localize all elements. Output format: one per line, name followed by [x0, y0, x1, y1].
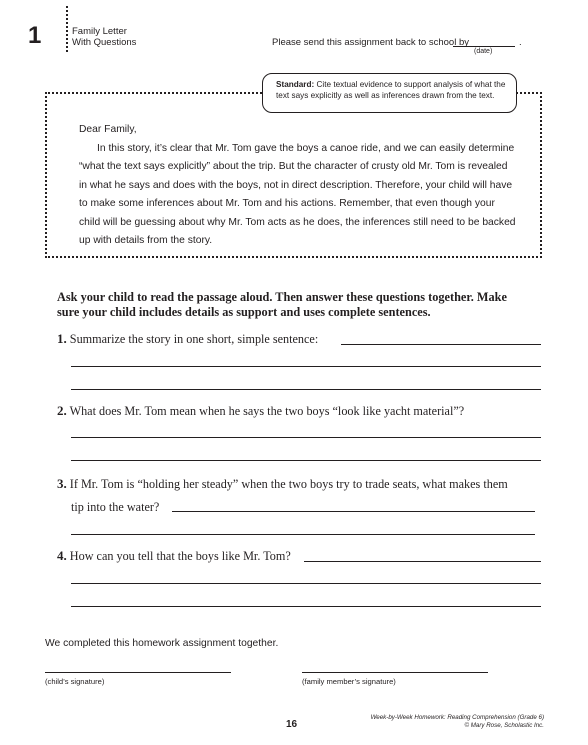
question-4	[57, 549, 291, 563]
lesson-title	[72, 26, 136, 48]
question-2	[57, 404, 464, 418]
answer-line[interactable]	[71, 460, 541, 461]
send-back-period: .	[519, 37, 522, 48]
answer-line[interactable]	[304, 561, 541, 562]
date-label: (date)	[474, 48, 493, 55]
standard-callout	[262, 73, 517, 113]
answer-line[interactable]	[71, 437, 541, 438]
standard-text: Cite textual evidence to support analysis of what the text says explicitly as well as inferences drawn from the text.	[276, 80, 506, 100]
family-signature-label: (family member’s signature)	[302, 677, 396, 686]
question-3-continued: tip into the water?	[71, 500, 160, 514]
credit-line2: © Mary Rose, Scholastic Inc.	[464, 722, 544, 729]
credit-line1: Week-by-Week Homework: Reading Comprehension (Grade 6)	[370, 714, 544, 721]
question-text: If Mr. Tom is “holding her steady” when the two boys try to trade seats, what makes them	[69, 477, 508, 491]
lesson-title-line1: Family Letter	[72, 26, 127, 37]
question-number: 4.	[57, 548, 67, 563]
answer-line[interactable]	[71, 606, 541, 607]
header-dotted-divider	[66, 6, 68, 52]
answer-line[interactable]	[71, 389, 541, 390]
send-back-text: Please send this assignment back to school by	[272, 37, 469, 48]
lesson-number: 1	[28, 22, 42, 49]
family-letter	[79, 121, 517, 251]
question-1	[57, 332, 318, 346]
answer-line[interactable]	[71, 366, 541, 367]
lesson-title-line2: With Questions	[72, 37, 137, 48]
child-signature-line[interactable]	[45, 672, 231, 673]
answer-line[interactable]	[71, 534, 535, 535]
question-text: Summarize the story in one short, simple sentence:	[69, 332, 319, 346]
child-signature-label: (child’s signature)	[45, 677, 105, 686]
instructions: Ask your child to read the passage aloud. Then answer these questions together. Make sure your child includes details as support and uses complete sentences.	[57, 290, 507, 319]
question-number: 1.	[57, 331, 67, 346]
question-text: What does Mr. Tom mean when he says the two boys “look like yacht material”?	[69, 404, 465, 418]
letter-body: In this story, it’s clear that Mr. Tom gave the boys a canoe ride, and we can easily determine “what the text says explicitly” about the trip. But the character of crusty old Mr. Tom is revealed in what he says and does with the boys, not in direct description. Therefore, your child will have to make some inferences about Mr. Tom and his actions. Remember, that even though your child will be guessing about why Mr. Tom acts as he does, the inferences still need to be backed up with details from the story.	[79, 142, 516, 246]
question-3	[57, 477, 508, 491]
credit-line	[360, 714, 544, 730]
family-signature-line[interactable]	[302, 672, 488, 673]
standard-label: Standard:	[276, 80, 315, 89]
answer-line[interactable]	[341, 344, 541, 345]
completion-statement: We completed this homework assignment together.	[45, 638, 279, 649]
answer-line[interactable]	[71, 583, 541, 584]
question-number: 3.	[57, 476, 67, 491]
letter-greeting: Dear Family,	[79, 124, 137, 135]
question-text: How can you tell that the boys like Mr. Tom?	[69, 549, 291, 563]
page-number: 16	[286, 719, 298, 730]
question-number: 2.	[57, 403, 67, 418]
answer-line[interactable]	[172, 511, 535, 512]
date-field-line[interactable]	[453, 46, 515, 47]
